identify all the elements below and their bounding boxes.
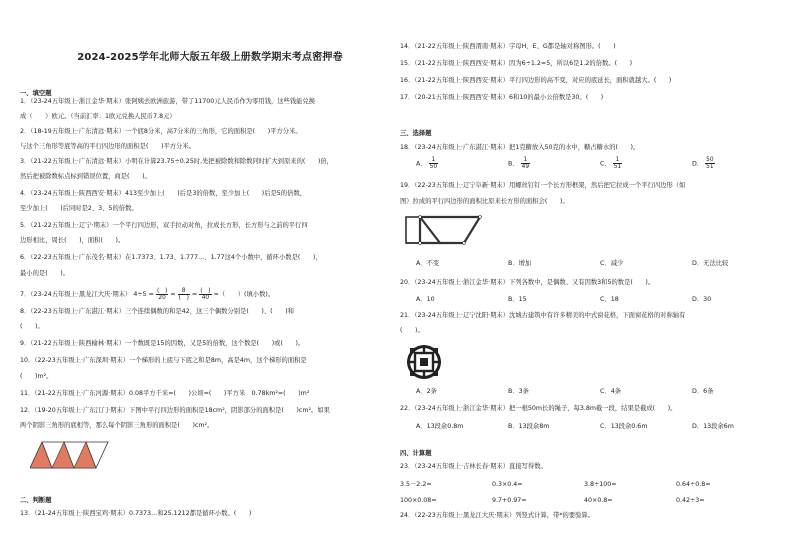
q21-options <box>400 387 780 397</box>
q22-option-d[interactable]: D．13段余6m <box>692 423 734 430</box>
q21-option-d[interactable]: D．6条 <box>692 388 714 395</box>
q18-option-d[interactable]: D． $\frac{50}{51}$ <box>692 157 714 170</box>
question-line: 11．（21-22五年级上·广东河源·期末）0.08平方千米=( )公顷=( )平方米 0.78km²=( )m² <box>20 390 310 397</box>
question-line: 5．（21-22五年级上·辽宁·期末）一个平行四边形，双手拉动对角，拉成长方形，长方形与之前的平行四 <box>20 222 308 229</box>
calc-item: 0.42÷3= <box>676 497 705 504</box>
question-line: 12．（19-20五年级上·广东江门·期末）下图中平行四边形的面积是18cm²，阴影部分的面积是( )cm²。如果 <box>20 407 330 414</box>
parallelogram-figure <box>30 440 110 470</box>
q7-f3-num: ( ) <box>200 287 211 294</box>
question-line: 最小的是( )。 <box>20 270 69 277</box>
question-line: 24．（22-23五年级上·黑龙江大庆·期末）列竖式计算，带*的要验算。 <box>400 512 595 519</box>
question-line: 10．（22-23五年级上·广东深圳·期末）一个梯形的上底与下底之和是8m，高是4m，这个梯形的面积是 <box>20 357 307 364</box>
question-line: 17．（20-21五年级上·陕西西安·期末）6和10的最小公倍数是30。( ) <box>400 94 604 101</box>
q19-option-b[interactable]: B．增加 <box>508 260 532 267</box>
question-7: 7．（23-24五年级上·黑龙江大庆·期末） 4÷5 = $\frac{( )}{20}$ = $\frac{8}{( )}$ = $\frac{( )}{40}$ =（ ）(填小数)。 <box>20 287 275 301</box>
question-line: 2．（18-19五年级上·广东清远·期末）一个底8分米，高7分米的三角形，它的面积是( )平方分米。 <box>20 128 302 135</box>
question-line: 15．（21-22五年级上·陕西西安·期末）因为6÷1.2=5，所以6是1.2的倍数。( ) <box>400 60 633 67</box>
question-line: ( )。 <box>400 327 424 334</box>
section-fill-title: 一、填空题 <box>20 90 52 97</box>
q18-option-a[interactable]: A． $\frac{1}{50}$ <box>416 157 438 170</box>
calc-item: 100×0.08= <box>400 497 437 504</box>
q19-option-d[interactable]: D．无法比较 <box>692 260 729 267</box>
question-line: 1．（23-24五年级上·浙江金华·期末）张阿姨去欧洲旅游，带了11700元人民币作为零用钱，这些钱能兑换 <box>20 98 316 105</box>
question-line: 20．（23-24五年级上·浙江金华·期末）下列各数中，是偶数、又有因数3和5的数是( )。 <box>400 279 655 286</box>
question-line: 成（ ）欧元。（当前汇率：1欧元兑换人民币7.8元） <box>20 113 176 120</box>
calc-row <box>400 480 780 490</box>
q7-fraction-1 <box>156 288 168 301</box>
calc-item: 0.64÷0.8= <box>676 481 711 488</box>
q7-suffix: =（ ）(填小数)。 <box>213 291 275 298</box>
question-line: 6．（22-23五年级上·广东茂名·期末）在1.7373、1.73、1.777…、1.77这4个小数中，循环小数是( )， <box>20 254 322 261</box>
section-choice-title: 三、选择题 <box>400 130 432 137</box>
q22-options <box>400 422 780 432</box>
frame-figure <box>404 213 484 247</box>
question-line: 图）拉成的平行四边形的面积比原来长方形的面积会( )。 <box>400 198 569 205</box>
question-line: 21．（23-24五年级上·辽宁沈阳·期末）沈城古建筑中有许多精美的中式窗花格，下面窗花格的对称轴有 <box>400 312 686 319</box>
question-line: 4．（23-24五年级上·陕西西安·期末）413至少加上( )后是3的倍数，至少加上( )后是5的倍数， <box>20 190 306 197</box>
q22-option-b[interactable]: B．13段余8m <box>508 423 550 430</box>
question-line: 13．（21-24五年级上·陕西宝鸡·期末）0.7373…和25.1212都是循环小数。( ) <box>20 510 252 517</box>
q20-option-b[interactable]: B．15 <box>508 296 527 303</box>
q7-f2-num: 8 <box>178 288 190 295</box>
calc-item: 0.3×0.4= <box>492 481 523 488</box>
question-line: 至少加上( )后同时是2、3、5的倍数。 <box>20 205 138 212</box>
q21-option-b[interactable]: B．3条 <box>508 388 529 395</box>
q7-prefix: 7．（23-24五年级上·黑龙江大庆·期末） <box>20 291 132 298</box>
q7-fraction-3 <box>199 288 211 301</box>
question-line: 3．（21-22五年级上·广东清远·期末）小明在计算23.75÷0.25时,先把被除数和除数同时扩大到原来的( )倍， <box>20 158 333 165</box>
question-line: 9．（21-22五年级上·陕西榆林·期末）一个数既是15的因数，又是5的倍数，这个数是( )或( )。 <box>20 340 305 347</box>
question-line: 18．（23-24五年级上·广东湛江·期末）把1克糖放入50克的水中，糖占糖水的( )。 <box>400 144 640 151</box>
question-line: 然后把被除数标点标到错误位置，商是( )。 <box>20 173 151 180</box>
q20-option-d[interactable]: D．30 <box>692 296 712 303</box>
question-line: 19．（22-23五年级上·辽宁阜新·期末）用螺丝钉钉一个长方形框架，然后把它拉成一个平行四边形（如 <box>400 182 686 189</box>
question-line: 23．（23-24五年级上·吉林长春·期末）直接写得数。 <box>400 463 547 470</box>
section-judge-title: 二、判断题 <box>20 497 52 504</box>
q20-option-a[interactable]: A．10 <box>416 296 435 303</box>
question-line: ( )m²。 <box>20 373 53 380</box>
q7-expr-start: 4÷5 = <box>133 291 154 298</box>
question-line: 8．（22-23五年级上·广东湛江·期末）三个连续偶数的和是42，这三个偶数分别是( )、( )和 <box>20 308 294 315</box>
q18-option-c[interactable]: C． $\frac{1}{51}$ <box>600 157 622 170</box>
question-line: 与这个三角形等底等高的平行四边形的面积是( )平方分米。 <box>20 143 195 150</box>
window-lattice-figure <box>406 344 442 380</box>
q22-option-a[interactable]: A．13段余0.8m <box>416 423 464 430</box>
q21-option-c[interactable]: C．4条 <box>600 388 621 395</box>
q18-options <box>400 157 780 173</box>
q7-f2-den: ( ) <box>178 294 189 301</box>
q20-options <box>400 295 780 305</box>
question-line: 两个阴影三角形的底相等，那么每个阴影三角形的面积是( )cm²。 <box>20 422 214 429</box>
q18-option-b[interactable]: B． $\frac{1}{49}$ <box>508 157 530 170</box>
page-title: 2024-2025学年北师大版五年级上册数学期末考点密押卷 <box>77 52 343 63</box>
q21-option-a[interactable]: A．2条 <box>416 388 437 395</box>
q19-option-a[interactable]: A．不变 <box>416 260 440 267</box>
calc-item: 3.5－2.2= <box>400 481 432 488</box>
q7-f3-den: 40 <box>201 294 210 301</box>
q19-option-c[interactable]: C．减少 <box>600 260 624 267</box>
q7-f1-den: 20 <box>158 294 166 301</box>
calc-item: 9.7+0.97= <box>492 497 527 504</box>
q22-option-c[interactable]: C．13段余0.6m <box>600 423 648 430</box>
question-line: 22．（23-24五年级上·浙江金华·期末）把一根50m长的绳子，每3.8m截一段，结果是截成( )。 <box>400 405 677 412</box>
section-calc-title: 四、计算题 <box>400 450 432 457</box>
q19-options <box>400 259 780 269</box>
question-line: 16．（21-22五年级上·陕西西安·期末）平行四边形的高不变，对应的底延长，面积就越大。( ) <box>400 77 672 84</box>
calc-item: 40×0.8= <box>584 497 613 504</box>
question-line: 边形相比，周长( )，面积( )。 <box>20 237 125 244</box>
question-line: 14．（21-22五年级上·陕西渭南·期末）字母H、E、G都是轴对称图形。( ) <box>400 43 616 50</box>
question-line: ( )。 <box>20 323 44 330</box>
calc-row <box>400 496 780 506</box>
q20-option-c[interactable]: C．18 <box>600 296 619 303</box>
q7-fraction-2 <box>178 288 190 301</box>
calc-item: 3.8÷100= <box>584 481 617 488</box>
q7-f1-num: ( ) <box>156 287 168 294</box>
